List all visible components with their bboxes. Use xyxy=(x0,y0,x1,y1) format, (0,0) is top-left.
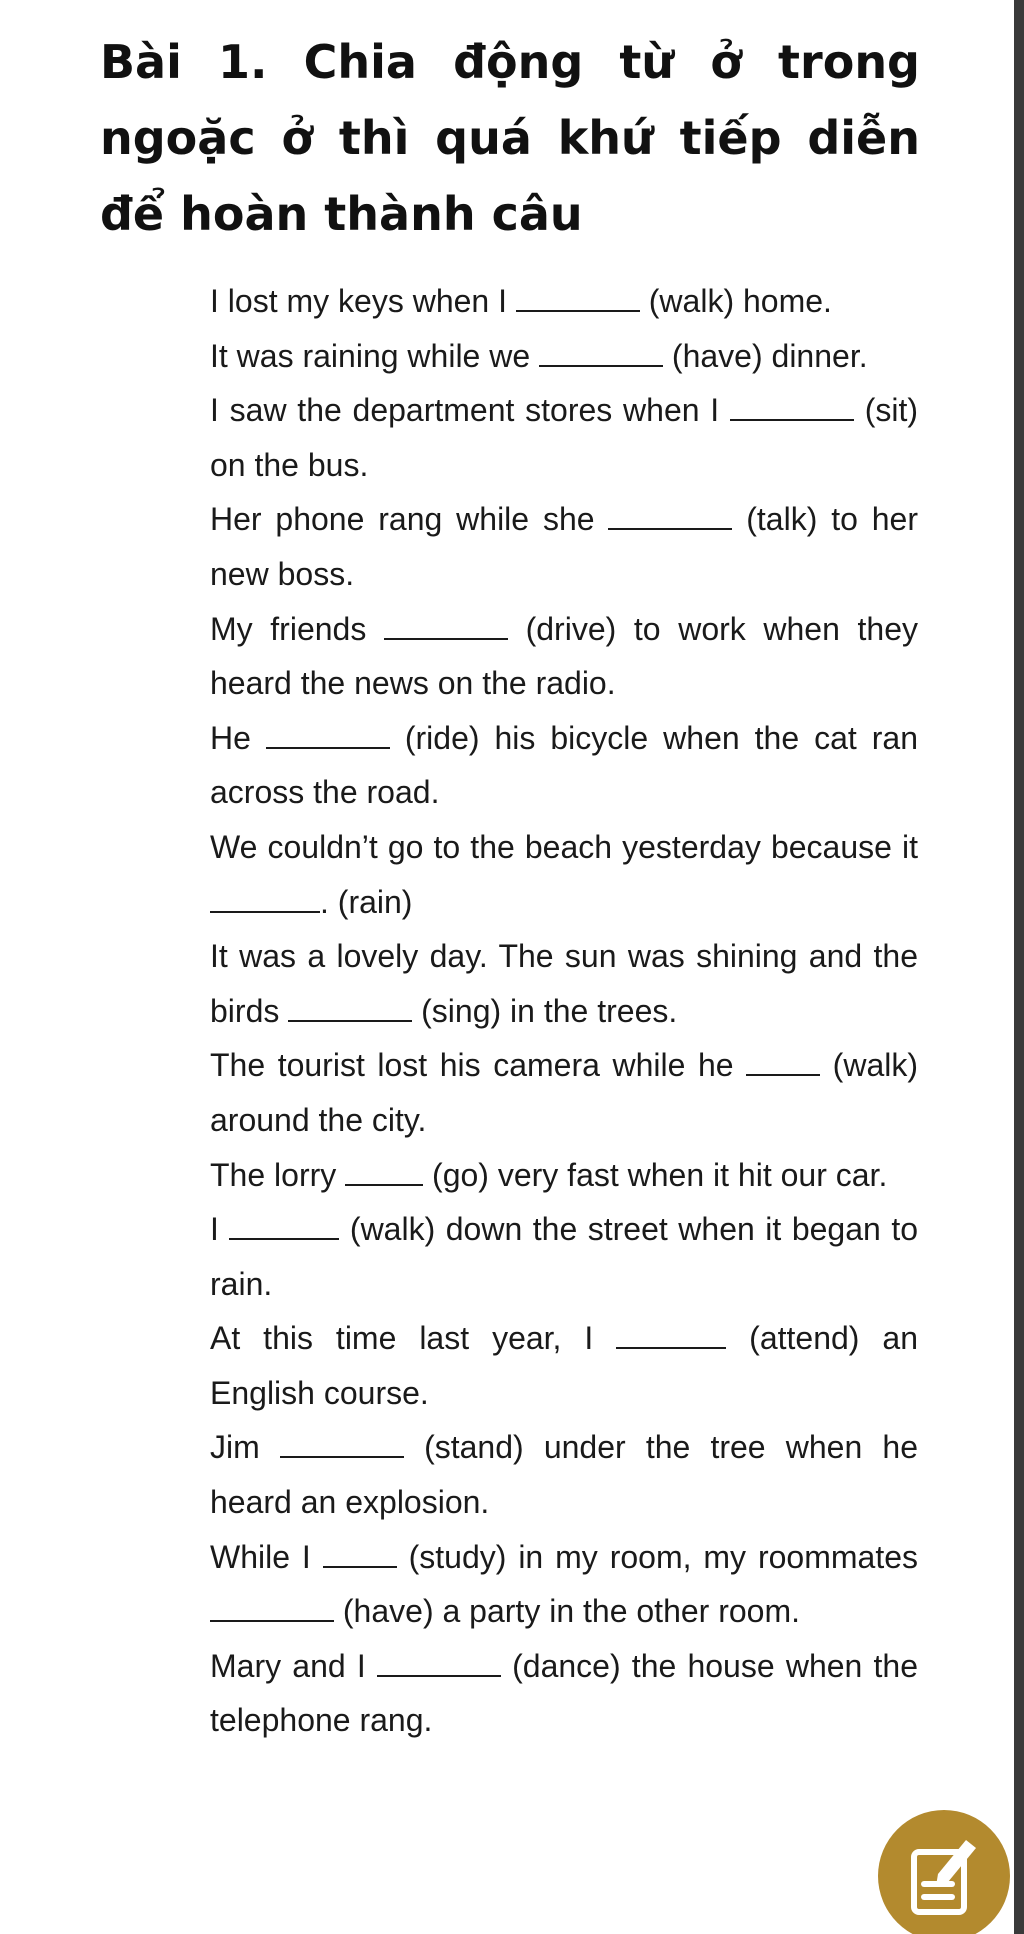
item-text-after: (attend) an English course. xyxy=(210,1320,919,1411)
item-text-after: (talk) to her new boss. xyxy=(210,501,919,592)
item-text-after: (walk) around the city. xyxy=(210,1047,919,1138)
item-text-before: The lorry xyxy=(210,1156,346,1193)
exercise-title: Bài 1. Chia động từ ở trong ngoặc ở thì quá khứ tiếp diễn để hoàn thành câu xyxy=(100,35,920,241)
answer-blank xyxy=(210,887,320,913)
item-text-after: . (rain) xyxy=(320,883,413,920)
item-text-before: I lost my keys when I xyxy=(210,283,516,319)
exercise-item xyxy=(210,492,918,601)
answer-blank xyxy=(616,1323,726,1349)
answer-blank xyxy=(384,614,508,640)
item-text-before: At this time last year, I xyxy=(210,1320,617,1357)
item-text-before: Mary and I xyxy=(210,1647,377,1684)
answer-blank xyxy=(539,341,663,367)
exercise-item xyxy=(210,929,918,1038)
item-text-before: I saw the department stores when I xyxy=(210,392,730,429)
item-text-after: (stand) under the tree when he heard an explosion. xyxy=(210,1429,919,1521)
answer-blank xyxy=(377,1651,501,1677)
item-text-after: (ride) his bicycle when the cat ran across the road. xyxy=(210,719,919,811)
exercise-list xyxy=(210,274,918,1748)
item-text-before: The tourist lost his camera while he xyxy=(210,1047,747,1084)
item-text-before: He xyxy=(210,719,266,756)
item-text-after: (sit) on the bus. xyxy=(210,392,918,483)
exercise-item xyxy=(210,711,918,820)
right-edge-bar xyxy=(1014,0,1024,1934)
answer-blank xyxy=(266,723,390,749)
item-text-before: It was raining while we xyxy=(210,337,540,374)
item-text-after: (sing) in the trees. xyxy=(412,992,678,1029)
exercise-item xyxy=(210,1420,918,1529)
item-text-after: (walk) down the street when it began to rain. xyxy=(210,1211,919,1302)
item-text-before: Jim xyxy=(210,1429,280,1466)
item-text-after: (have) dinner. xyxy=(663,337,868,374)
exercise-item xyxy=(210,1148,918,1203)
exercise-item xyxy=(210,820,918,929)
item-text-mid: (study) in my room, my roommates xyxy=(396,1538,919,1575)
item-text-before: I xyxy=(210,1211,230,1248)
exercise-item xyxy=(210,274,918,329)
item-text-before: While I xyxy=(210,1538,323,1575)
answer-blank xyxy=(210,1596,334,1622)
item-text-after: (dance) the house when the telephone rang. xyxy=(210,1647,919,1739)
exercise-item xyxy=(210,1202,918,1311)
edit-note-icon xyxy=(908,1834,982,1918)
item-text-after: (walk) home. xyxy=(639,283,832,319)
exercise-item xyxy=(210,602,918,711)
item-text-before: Her phone rang while she xyxy=(210,501,609,538)
item-text-after: (go) very fast when it hit our car. xyxy=(423,1156,888,1193)
item-text-before: My friends xyxy=(210,610,384,647)
exercise-item xyxy=(210,1311,918,1420)
item-text-after: (have) a party in the other room. xyxy=(334,1593,800,1630)
answer-blank xyxy=(280,1432,404,1458)
answer-blank xyxy=(730,395,854,421)
exercise-item xyxy=(210,329,918,384)
answer-blank xyxy=(229,1214,339,1240)
exercise-item xyxy=(210,383,918,492)
answer-blank xyxy=(516,286,640,312)
exercise-item xyxy=(210,1038,918,1147)
edit-note-button[interactable] xyxy=(878,1810,1010,1934)
exercise-item xyxy=(210,1530,918,1639)
answer-blank xyxy=(746,1050,820,1076)
answer-blank xyxy=(323,1542,397,1568)
answer-blank xyxy=(288,996,412,1022)
item-text-before: We couldn’t go to the beach yesterday because it xyxy=(210,828,918,865)
answer-blank xyxy=(608,504,732,530)
answer-blank xyxy=(345,1160,423,1186)
item-text-after: (drive) to work when they heard the news on the radio. xyxy=(210,610,919,702)
item-text-before: It was a lovely day. The sun was shining and the birds xyxy=(210,938,918,1029)
exercise-item xyxy=(210,1639,918,1748)
